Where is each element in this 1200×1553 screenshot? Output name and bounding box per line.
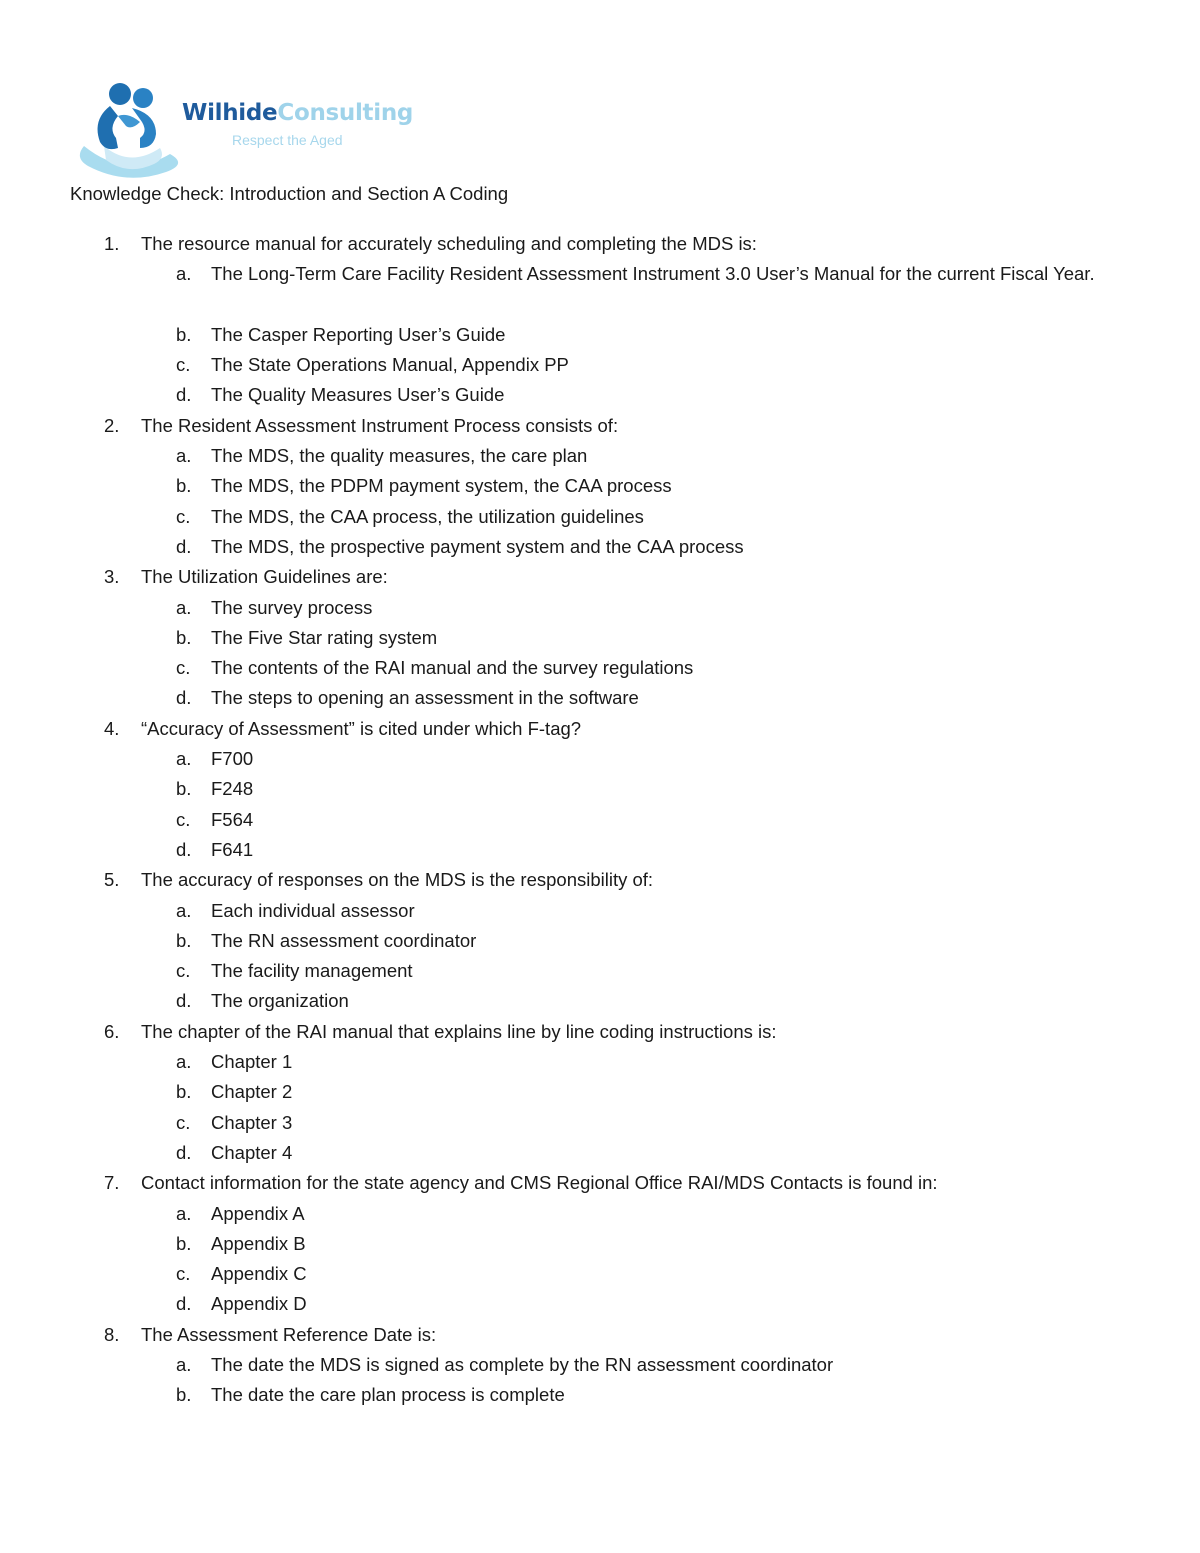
answer-option-letter: c. xyxy=(176,657,191,679)
answer-option-text: F700 xyxy=(211,748,254,770)
answer-option xyxy=(0,986,1200,1016)
answer-option-letter: b. xyxy=(176,778,192,800)
answer-option-list xyxy=(0,593,1200,714)
answer-option-list xyxy=(0,1350,1200,1411)
answer-option xyxy=(0,623,1200,653)
answer-option-letter: c. xyxy=(176,354,191,376)
logo-brand xyxy=(182,100,413,126)
answer-option-text: Appendix B xyxy=(211,1232,306,1254)
answer-option xyxy=(0,1108,1200,1138)
question-line xyxy=(0,411,1200,441)
question-text: The resource manual for accurately scheduling and completing the MDS is: xyxy=(141,233,757,254)
answer-option xyxy=(0,653,1200,683)
answer-option-text: The survey process xyxy=(211,596,373,618)
answer-option-text: The Quality Measures User’s Guide xyxy=(211,384,505,406)
answer-option-text: Appendix C xyxy=(211,1263,307,1285)
answer-option-text: The organization xyxy=(211,990,349,1012)
question-text: “Accuracy of Assessment” is cited under which F-tag? xyxy=(141,717,582,739)
answer-option-text: F248 xyxy=(211,778,254,800)
question-number: 3. xyxy=(104,566,120,588)
answer-option-list xyxy=(0,259,1200,410)
answer-option xyxy=(0,926,1200,956)
question-line xyxy=(0,229,1200,259)
answer-option-letter: c. xyxy=(176,960,191,982)
answer-option-text: F641 xyxy=(211,838,254,860)
answer-option xyxy=(0,1380,1200,1410)
answer-option-text: Chapter 1 xyxy=(211,1051,293,1073)
answer-option-letter: d. xyxy=(176,1141,192,1163)
answer-option-list xyxy=(0,441,1200,562)
logo-figures-icon xyxy=(70,68,182,180)
answer-option-letter: c. xyxy=(176,1111,191,1133)
question-text: Contact information for the state agency and CMS Regional Office RAI/MDS Contacts is found in: xyxy=(141,1172,938,1194)
question-line xyxy=(0,865,1200,895)
answer-option-letter: a. xyxy=(176,899,192,921)
answer-option xyxy=(0,1289,1200,1319)
question-item xyxy=(0,562,1200,713)
question-item xyxy=(0,865,1200,1016)
answer-option xyxy=(0,441,1200,471)
answer-option-text: Chapter 4 xyxy=(211,1141,293,1163)
answer-option-text: Each individual assessor xyxy=(211,899,415,921)
question-text: The chapter of the RAI manual that explains line by line coding instructions is: xyxy=(141,1020,777,1042)
answer-option-letter: a. xyxy=(176,1353,192,1375)
answer-option xyxy=(0,1077,1200,1107)
answer-option-text: Chapter 3 xyxy=(211,1111,293,1133)
question-text: The accuracy of responses on the MDS is the responsibility of: xyxy=(141,869,654,891)
answer-option-letter: d. xyxy=(176,535,192,557)
answer-option-letter: b. xyxy=(176,626,192,648)
question-line xyxy=(0,714,1200,744)
answer-option xyxy=(0,1229,1200,1259)
answer-option xyxy=(0,1259,1200,1289)
answer-option-letter: b. xyxy=(176,475,192,497)
question-number: 1. xyxy=(104,233,120,254)
answer-option-letter: d. xyxy=(176,1293,192,1315)
answer-option-letter: d. xyxy=(176,384,192,406)
question-number: 6. xyxy=(104,1020,120,1042)
answer-option xyxy=(0,259,1200,320)
question-number: 4. xyxy=(104,717,120,739)
answer-option-text: The MDS, the prospective payment system and the CAA process xyxy=(211,535,744,557)
answer-option-text: The MDS, the quality measures, the care plan xyxy=(211,445,588,467)
question-number: 5. xyxy=(104,869,120,891)
answer-option-text: Appendix D xyxy=(211,1293,307,1315)
answer-option xyxy=(0,380,1200,410)
answer-option-text: The date the MDS is signed as complete by the RN assessment coordinator xyxy=(211,1353,834,1375)
answer-option-letter: d. xyxy=(176,990,192,1012)
question-line xyxy=(0,1168,1200,1198)
answer-option-letter: d. xyxy=(176,687,192,709)
answer-option-letter: b. xyxy=(176,323,192,345)
answer-option xyxy=(0,532,1200,562)
answer-option xyxy=(0,835,1200,865)
question-list xyxy=(0,229,1200,1411)
answer-option-letter: a. xyxy=(176,596,192,618)
answer-option-list xyxy=(0,896,1200,1017)
answer-option-text: Appendix A xyxy=(211,1202,305,1224)
question-text: The Utilization Guidelines are: xyxy=(141,566,388,588)
answer-option xyxy=(0,350,1200,380)
answer-option xyxy=(0,774,1200,804)
answer-option-text: The Casper Reporting User’s Guide xyxy=(211,323,506,345)
answer-option-text: The MDS, the PDPM payment system, the CAA process xyxy=(211,475,672,497)
answer-option-text: The RN assessment coordinator xyxy=(211,929,477,951)
answer-option xyxy=(0,896,1200,926)
question-line xyxy=(0,562,1200,592)
answer-option-letter: a. xyxy=(176,1202,192,1224)
question-item xyxy=(0,1168,1200,1319)
answer-option-letter: b. xyxy=(176,1384,192,1406)
answer-option xyxy=(0,683,1200,713)
answer-option-text: The State Operations Manual, Appendix PP xyxy=(211,354,569,376)
answer-option xyxy=(0,1350,1200,1380)
answer-option xyxy=(0,805,1200,835)
question-item xyxy=(0,229,1200,411)
question-number: 8. xyxy=(104,1323,120,1345)
answer-option-text: The date the care plan process is complete xyxy=(211,1384,565,1406)
question-text: The Assessment Reference Date is: xyxy=(141,1323,437,1345)
answer-option xyxy=(0,320,1200,350)
answer-option-text: F564 xyxy=(211,808,254,830)
answer-option xyxy=(0,956,1200,986)
company-logo xyxy=(70,68,420,180)
answer-option xyxy=(0,744,1200,774)
answer-option-letter: c. xyxy=(176,808,191,830)
answer-option xyxy=(0,1199,1200,1229)
answer-option-letter: a. xyxy=(176,445,192,467)
answer-option-list xyxy=(0,1047,1200,1168)
answer-option xyxy=(0,1138,1200,1168)
question-item xyxy=(0,1017,1200,1168)
question-item xyxy=(0,1320,1200,1411)
answer-option-text: The Five Star rating system xyxy=(211,626,438,648)
logo-brand-part1: Wilhide xyxy=(182,100,278,126)
answer-option-text: The steps to opening an assessment in the software xyxy=(211,687,639,709)
answer-option-text: The contents of the RAI manual and the survey regulations xyxy=(211,657,694,679)
answer-option xyxy=(0,471,1200,501)
question-line xyxy=(0,1017,1200,1047)
document-title: Knowledge Check: Introduction and Section A Coding xyxy=(70,183,509,204)
answer-option xyxy=(0,1047,1200,1077)
logo-brand-part2: Consulting xyxy=(277,100,414,126)
answer-option-text: The facility management xyxy=(211,960,413,982)
answer-option xyxy=(0,593,1200,623)
answer-option-text: The Long-Term Care Facility Resident Assessment Instrument 3.0 User’s Manual for the current Fiscal Year. xyxy=(211,263,1095,285)
question-item xyxy=(0,411,1200,562)
question-number: 7. xyxy=(104,1172,120,1194)
question-number: 2. xyxy=(104,414,120,436)
question-text: The Resident Assessment Instrument Process consists of: xyxy=(141,414,619,436)
question-item xyxy=(0,714,1200,865)
answer-option-letter: b. xyxy=(176,1232,192,1254)
answer-option-letter: d. xyxy=(176,838,192,860)
answer-option-letter: a. xyxy=(176,748,192,770)
answer-option-letter: b. xyxy=(176,1081,192,1103)
answer-option-text: Chapter 2 xyxy=(211,1081,293,1103)
answer-option-letter: b. xyxy=(176,929,192,951)
answer-option-text: The MDS, the CAA process, the utilization guidelines xyxy=(211,505,644,527)
answer-option-letter: c. xyxy=(176,505,191,527)
answer-option-list xyxy=(0,1199,1200,1320)
answer-option xyxy=(0,502,1200,532)
question-line xyxy=(0,1320,1200,1350)
answer-option-list xyxy=(0,744,1200,865)
answer-option-letter: a. xyxy=(176,1051,192,1073)
answer-option-letter: c. xyxy=(176,1263,191,1285)
logo-tagline: Respect the Aged xyxy=(232,132,343,148)
answer-option-letter: a. xyxy=(176,263,192,285)
